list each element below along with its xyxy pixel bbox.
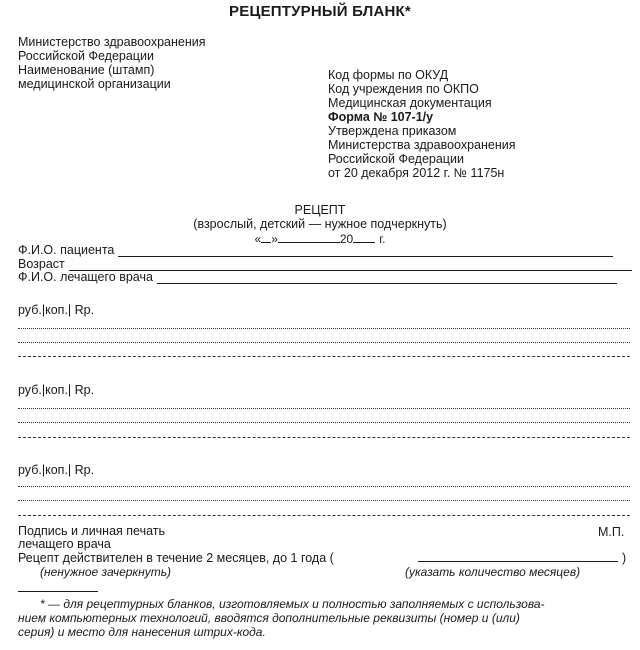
strike-unneeded-note: (ненужное зачеркнуть): [40, 565, 171, 579]
doctor-name-field[interactable]: [157, 273, 617, 284]
signature-label: Подпись и личная печать: [18, 524, 166, 538]
doctor-name-label: Ф.И.О. лечащего врача: [18, 270, 153, 284]
date-year-prefix: 20: [339, 232, 354, 246]
form-info-block: [328, 68, 516, 180]
rp-dotted-line[interactable]: [18, 408, 630, 409]
approved-label: Утверждена приказом: [328, 124, 457, 138]
rp-label: руб.|коп.| Rp.: [18, 463, 95, 477]
footnote-divider: [18, 591, 98, 592]
recipe-heading-block: [0, 203, 640, 231]
age-label: Возраст: [18, 257, 65, 271]
signature-block: [18, 525, 165, 551]
rp-dotted-line[interactable]: [18, 486, 630, 487]
date-day-blank[interactable]: [261, 233, 271, 243]
rp-dashed-line: [18, 356, 630, 357]
rp-dotted-line[interactable]: [18, 422, 630, 423]
ministry-line: Российской Федерации: [18, 49, 154, 63]
validity-text: Рецепт действителен в течение 2 месяцев, до 1 года (: [18, 551, 334, 565]
patient-name-field[interactable]: [118, 246, 613, 257]
ministry-block: [18, 35, 206, 91]
doctor-name-row[interactable]: [18, 270, 617, 284]
months-count-field[interactable]: [418, 561, 618, 562]
validity-close-paren: ): [622, 551, 627, 565]
ministry-line: Российской Федерации: [328, 152, 464, 166]
rp-dotted-line[interactable]: [18, 328, 630, 329]
date-quote-open: «: [254, 232, 262, 246]
footnote: [18, 597, 630, 639]
order-date: от 20 декабря 2012 г. № 1175н: [328, 166, 505, 180]
form-number: Форма № 107-1/у: [328, 110, 434, 124]
ministry-line: Министерства здравоохранения: [328, 138, 516, 152]
rp-dashed-line: [18, 515, 630, 516]
signature-label-doctor: лечащего врача: [18, 537, 111, 551]
recipe-subheading: (взрослый, детский — нужное подчеркнуть): [193, 217, 447, 231]
footnote-line: * — для рецептурных бланков, изготовляемых и полностью заполняемых с использова-: [40, 597, 545, 611]
footnote-line: серия) и место для нанесения штрих-кода.: [18, 625, 266, 639]
ministry-line: Наименование (штамп): [18, 63, 155, 77]
age-row[interactable]: [18, 257, 632, 271]
rp-dashed-line: [18, 437, 630, 438]
date-month-blank[interactable]: [278, 233, 340, 243]
patient-name-label: Ф.И.О. пациента: [18, 243, 115, 257]
ministry-line: Министерство здравоохранения: [18, 35, 206, 49]
footnote-line: нием компьютерных технологий, вводятся дополнительные реквизиты (номер и (или): [18, 611, 520, 625]
patient-name-row[interactable]: [18, 243, 613, 257]
stamp-place-label: М.П.: [598, 525, 625, 539]
okud-code-label: Код формы по ОКУД: [328, 68, 449, 82]
months-count-note: (указать количество месяцев): [405, 565, 581, 579]
okpo-code-label: Код учреждения по ОКПО: [328, 82, 479, 96]
date-year-suffix: г.: [379, 232, 386, 246]
rp-label: руб.|коп.| Rp.: [18, 303, 95, 317]
date-year-blank[interactable]: [353, 233, 375, 243]
medical-doc-label: Медицинская документация: [328, 96, 492, 110]
rp-dotted-line[interactable]: [18, 342, 630, 343]
ministry-line: медицинской организации: [18, 77, 171, 91]
form-title: РЕЦЕПТУРНЫЙ БЛАНК*: [229, 3, 411, 20]
rp-dotted-line[interactable]: [18, 500, 630, 501]
date-quote-close: »: [271, 232, 278, 246]
recipe-heading: РЕЦЕПТ: [294, 203, 346, 217]
rp-label: руб.|коп.| Rp.: [18, 383, 95, 397]
